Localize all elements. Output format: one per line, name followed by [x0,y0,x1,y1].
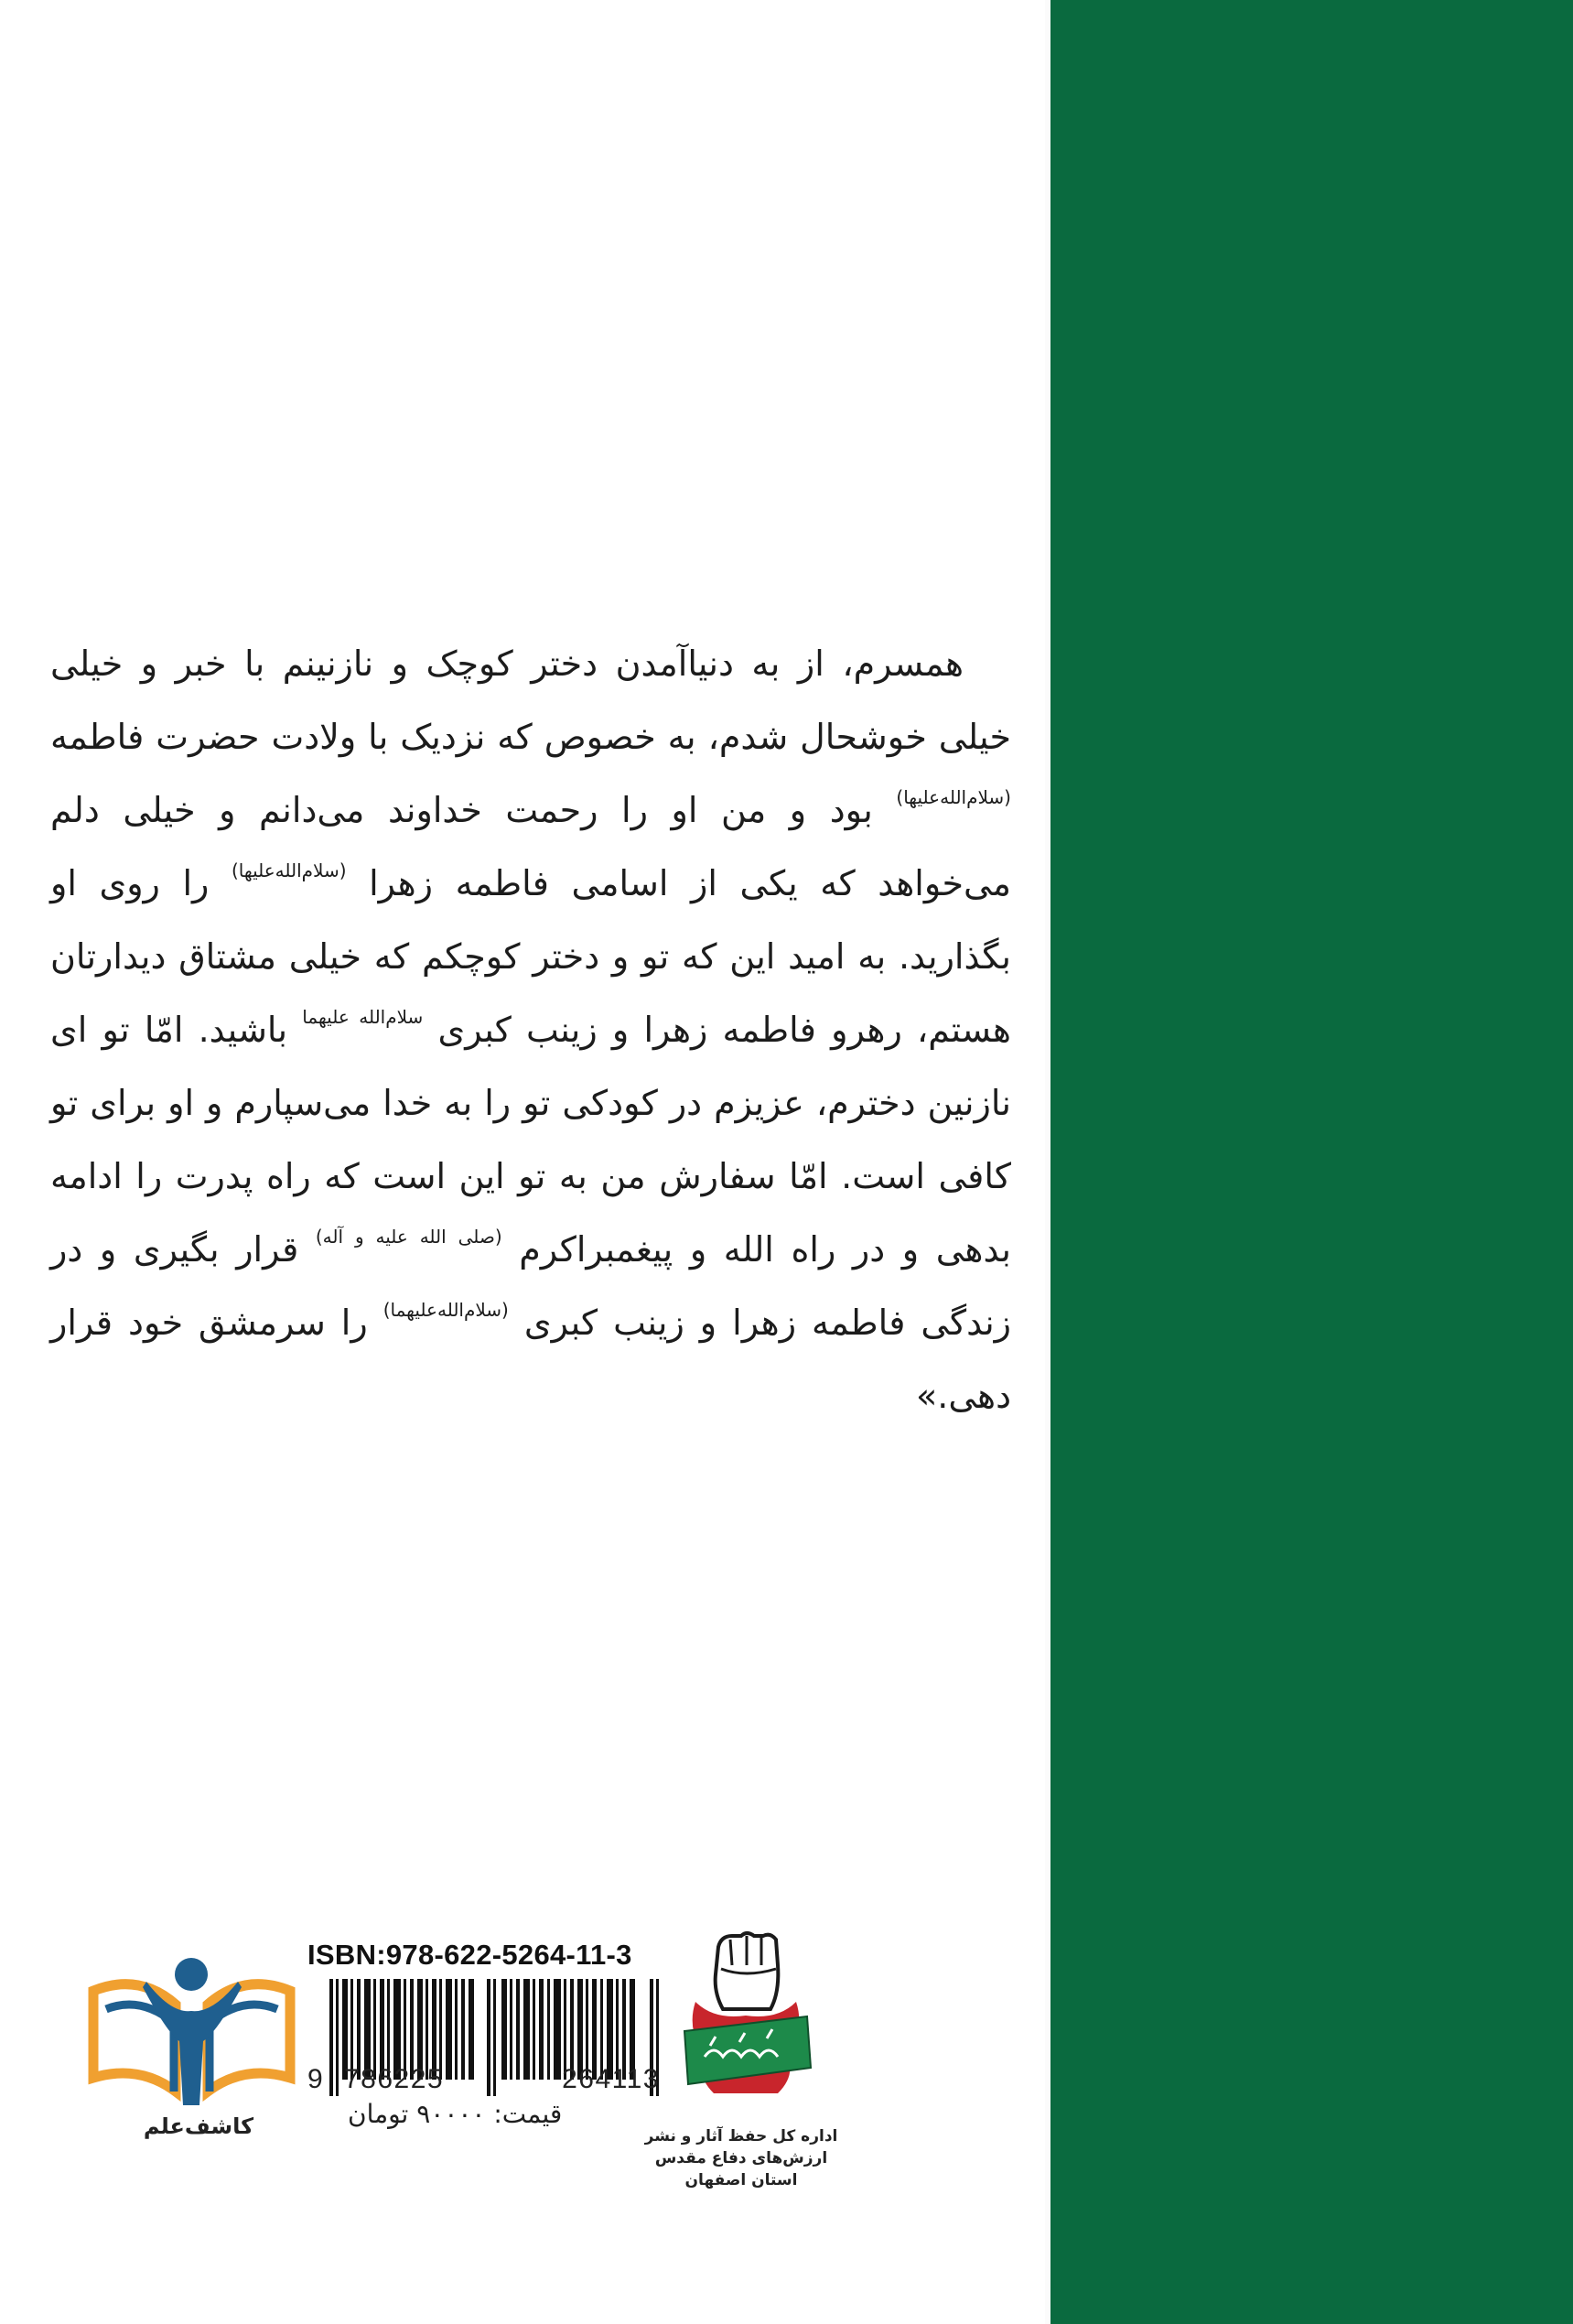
book-reader-logo-icon [84,1954,299,2114]
organization-caption-line-3: استان اصفهان [684,2171,798,2189]
paragraph-part-2: بود و من او را رحمت خداوند می‌دانم و خیلی دلم می‌خواهد که یکی از اسامی فاطمه زهرا [50,790,1011,903]
organization-caption [641,2125,842,2191]
honorific-3: سلام‌الله علیهما [302,1006,424,1028]
price-label: قیمت: ۹۰۰۰۰ تومان [348,2099,563,2129]
barcode-digits [344,2064,660,2095]
barcode-first-digit: 9 [307,2064,323,2094]
honorific-5: (سلام‌الله‌علیهما) [382,1299,509,1321]
paragraph-part-5: قرار بگیری و در زندگی فاطمه زهرا و زینب کبری [50,1229,1011,1343]
paragraph-part-1: همسرم، از به دنیاآمدن دختر کوچک و نازنینم با خبر و خیلی خیلی خوشحال شدم، به خصوص که نزدیک با ولادت حضرت فاطمه [50,643,1011,757]
raised-fist-emblem-icon [668,1929,824,2112]
barcode-group-2: 264113 [562,2064,660,2094]
publisher-logo [84,1954,299,2137]
organization-caption-line-2: ارزش‌های دفاع مقدس [654,2149,828,2167]
publisher-name: کاشف‌علم [143,2113,254,2139]
green-spine-panel [1050,0,1573,2324]
paragraph-part-6: را سرمشق خود قرار دهی.» [50,1303,1011,1416]
organization-caption-line-1: اداره کل حفظ آثار و نشر [644,2127,838,2146]
paragraph-part-3: را روی او بگذارید. به امید این که تو و دختر کوچکم که خیلی مشتاق دیدارتان هستم، رهرو فاطمه زهرا و زینب کبری [50,863,1011,1050]
organization-logo [668,1929,824,2112]
back-cover-paragraph [50,627,1011,1432]
honorific-2: (سلام‌الله‌علیها) [231,859,347,881]
isbn-label: ISBN:978-622-5264-11-3 [307,1939,632,1971]
honorific-1: (سلام‌الله‌علیها) [896,786,1011,808]
honorific-4: (صلی الله علیه و آله) [315,1226,502,1248]
paragraph-part-4: باشید. امّا تو ای نازنین دخترم، عزیزم در کودکی تو را به خدا می‌سپارم و او برای تو کافی است. امّا سفارش من به تو این است که راه پدرت را ادامه بدهی و در راه الله و پیغمبراکرم [50,1010,1011,1270]
barcode-group-1: 786225 [344,2064,445,2094]
